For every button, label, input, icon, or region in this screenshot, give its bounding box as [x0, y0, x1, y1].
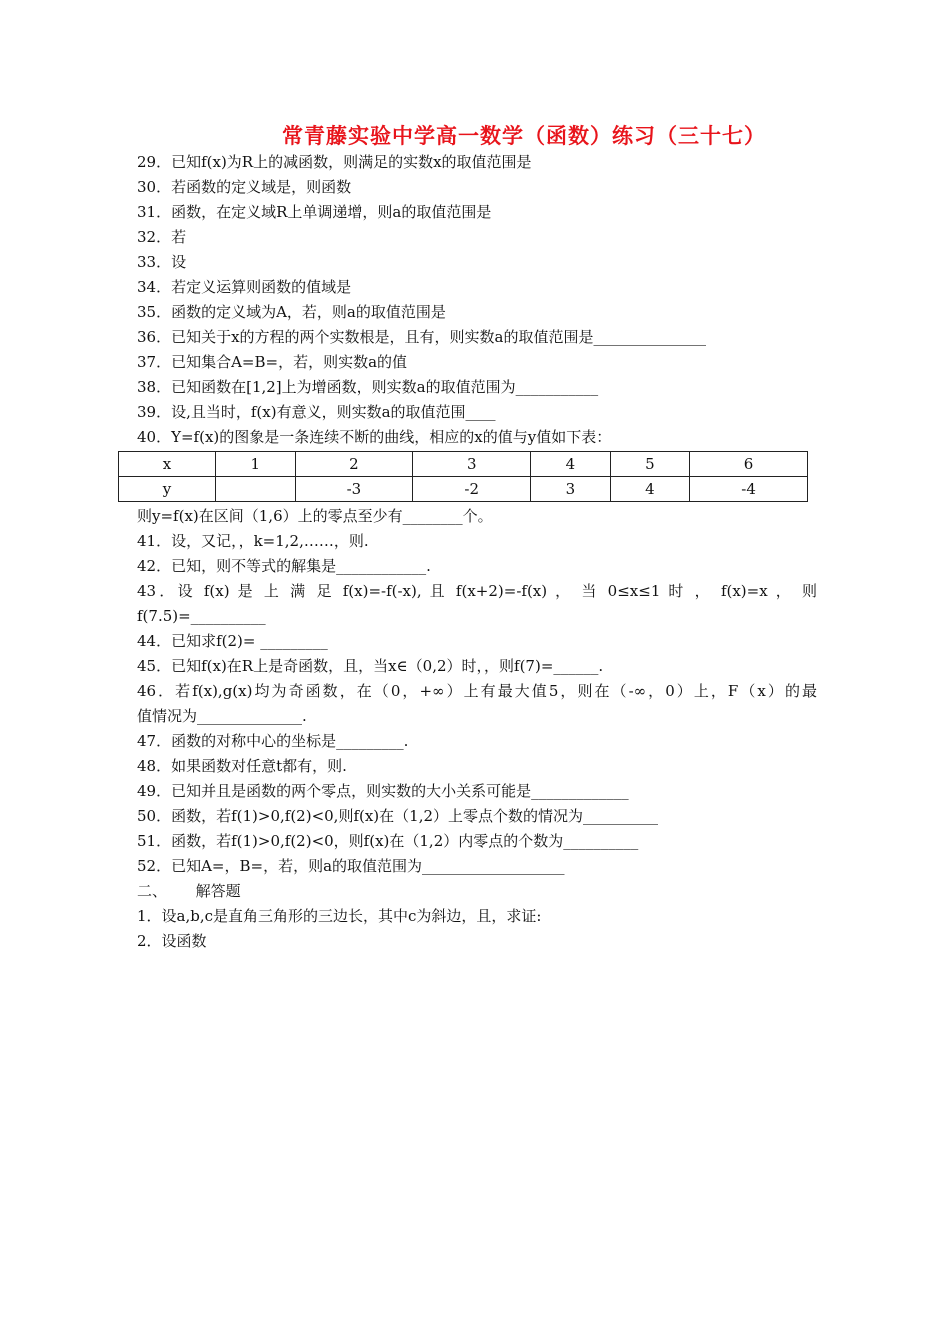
table-cell: 6	[690, 452, 808, 477]
question-39: 39．设,且当时，f(x)有意义，则实数a的取值范围____	[137, 403, 496, 421]
table-cell: -2	[413, 477, 531, 502]
table-cell: 1	[216, 452, 296, 477]
table-row-x	[119, 452, 808, 477]
table-cell: x	[119, 452, 216, 477]
table-cell: 2	[295, 452, 413, 477]
question-41: 41．设，又记，，k=1,2,……，则.	[137, 532, 369, 550]
question-47: 47．函数的对称中心的坐标是_________.	[137, 732, 409, 750]
table-cell: 3	[531, 477, 611, 502]
table-cell: 4	[531, 452, 611, 477]
question-50: 50．函数，若f(1)>0,f(2)<0,则f(x)在（1,2）上零点个数的情况为__________	[137, 807, 659, 825]
question-30: 30．若函数的定义域是，则函数	[137, 178, 352, 196]
question-49: 49．已知并且是函数的两个零点，则实数的大小关系可能是_____________	[137, 782, 629, 800]
question-40-answer: 则y=f(x)在区间（1,6）上的零点至少有________个。	[137, 507, 493, 525]
question-40: 40．Y=f(x)的图象是一条连续不断的曲线，相应的x的值与y值如下表：	[137, 428, 612, 446]
exercise-body	[137, 150, 817, 954]
question-32: 32．若	[137, 228, 187, 246]
answer-question-1: 1．设a,b,c是直角三角形的三边长，其中c为斜边，且，求证:	[137, 907, 542, 925]
page-title: 常青藤实验中学高一数学（函数）练习（三十七）	[282, 124, 766, 148]
question-52: 52．已知A=，B=，若，则a的取值范围为___________________	[137, 857, 565, 875]
question-37: 37．已知集合A=B=，若，则实数a的值	[137, 353, 408, 371]
table-row-y	[119, 477, 808, 502]
question-46: 46．若f(x),g(x)均为奇函数，在（0，+∞）上有最大值5，则在（-∞，0）上，F（x）的最	[137, 682, 817, 700]
question-33: 33．设	[137, 253, 187, 271]
table-cell: -4	[690, 477, 808, 502]
question-31: 31．函数，在定义域R上单调递增，则a的取值范围是	[137, 203, 492, 221]
question-34: 34．若定义运算则函数的值域是	[137, 278, 352, 296]
question-51: 51．函数，若f(1)>0,f(2)<0，则f(x)在（1,2）内零点的个数为__________	[137, 832, 639, 850]
xy-value-table	[118, 451, 808, 502]
answer-question-2: 2．设函数	[137, 932, 207, 950]
table-cell: 4	[610, 477, 690, 502]
question-29: 29．已知f(x)为R上的减函数，则满足的实数x的取值范围是	[137, 153, 532, 171]
table-cell: 5	[610, 452, 690, 477]
question-45: 45．已知f(x)在R上是奇函数，且，当x∈（0,2）时，，则f(7)=______.	[137, 657, 604, 675]
section-heading: 二、 解答题	[137, 882, 241, 900]
question-43-continued: f(7.5)=__________	[137, 607, 266, 625]
question-35: 35．函数的定义域为A，若，则a的取值范围是	[137, 303, 446, 321]
question-48: 48．如果函数对任意t都有，则.	[137, 757, 347, 775]
table-cell: -3	[295, 477, 413, 502]
question-36: 36．已知关于x的方程的两个实数根是，且有，则实数a的取值范围是_______________	[137, 328, 706, 346]
question-44: 44．已知求f(2)= _________	[137, 632, 328, 650]
question-46-continued: 值情况为______________.	[137, 707, 307, 725]
table-cell: y	[119, 477, 216, 502]
question-38: 38．已知函数在[1,2]上为增函数，则实数a的取值范围为___________	[137, 378, 599, 396]
question-43: 43．设 f(x) 是 上 满 足 f(x)=-f(-x), 且 f(x+2)=-f(x) ， 当 0≤x≤1 时 ， f(x)=x ， 则	[137, 582, 817, 600]
table-cell	[216, 477, 296, 502]
question-42: 42．已知，则不等式的解集是____________.	[137, 557, 431, 575]
table-cell: 3	[413, 452, 531, 477]
